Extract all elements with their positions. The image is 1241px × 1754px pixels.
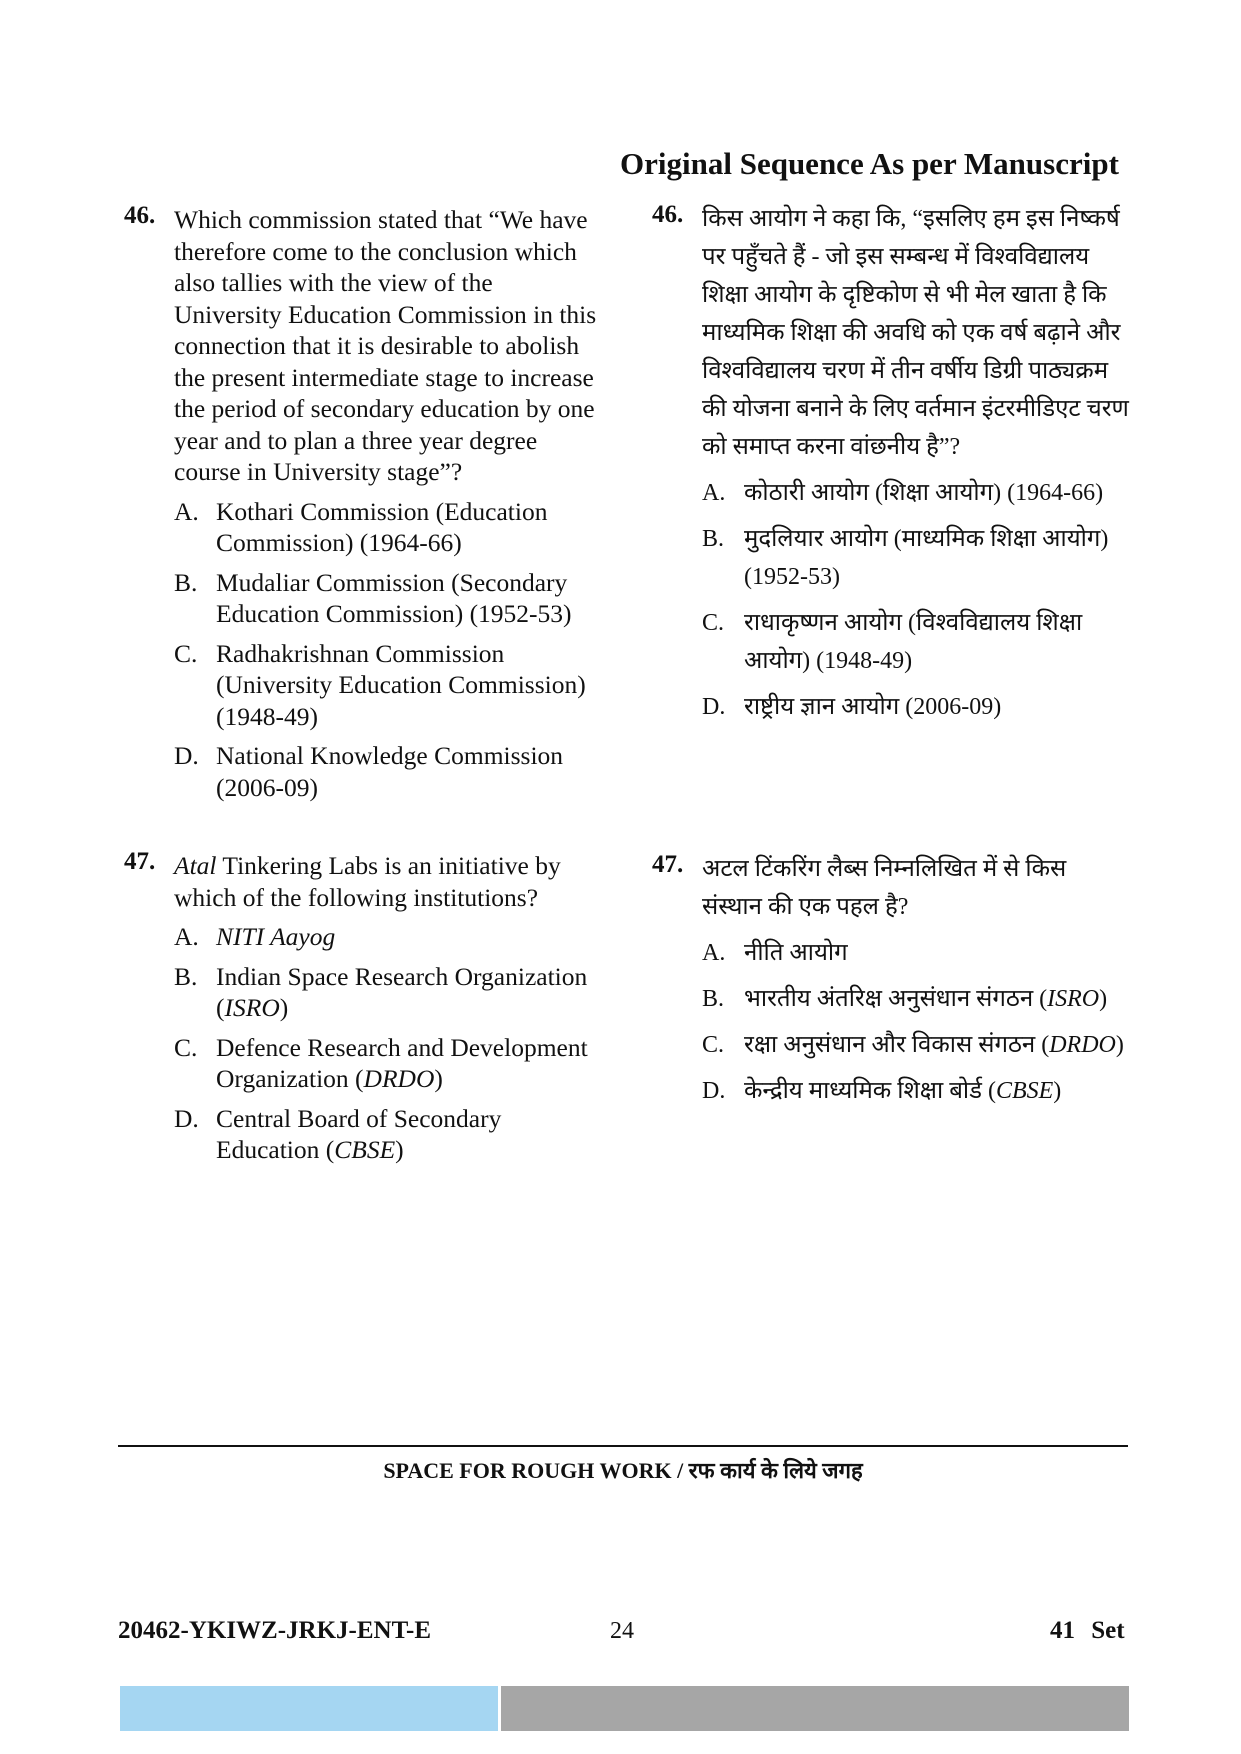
option-b: B. मुदलियार आयोग (माध्यमिक शिक्षा आयोग) (1952-53)	[702, 526, 1109, 590]
option-d: D. राष्ट्रीय ज्ञान आयोग (2006-09)	[702, 694, 1002, 720]
footer-code: 20462-YKIWZ-JRKJ-ENT-E	[118, 1617, 431, 1644]
question-text: Which commission stated that “We have therefore come to the conclusion which also tallies with the view of the University Education Commission in this connection that it is desirable to abolish the present intermediate stage to increase the period of secondary education by one year and to plan a three year degree course in University stage”?	[174, 205, 597, 486]
question-number: 46.	[652, 201, 684, 228]
question-46-hi	[652, 200, 1132, 734]
question-number: 46.	[124, 202, 156, 229]
option-a: A. Kothari Commission (Education Commission) (1964-66)	[174, 496, 548, 557]
question-47-en	[124, 850, 604, 1174]
option-c: C. राधाकृष्णन आयोग (विश्वविद्यालय शिक्षा आयोग) (1948-49)	[702, 610, 1083, 674]
divider-line	[118, 1445, 1128, 1447]
option-a: A. नीति आयोग	[702, 940, 848, 966]
question-text: अटल टिंकरिंग लैब्स निम्नलिखित में से किस संस्थान की एक पहल है?	[702, 856, 1067, 920]
option-c: C. रक्षा अनुसंधान और विकास संगठन (DRDO)	[702, 1032, 1124, 1058]
option-b: B. Mudaliar Commission (Secondary Education Commission) (1952-53)	[174, 567, 572, 628]
option-a: A. कोठारी आयोग (शिक्षा आयोग) (1964-66)	[702, 480, 1104, 506]
option-c: C. Radhakrishnan Commission (University Education Commission) (1948-49)	[174, 638, 586, 731]
question-47-hi	[652, 850, 1132, 1118]
option-d: D. Central Board of Secondary Education (CBSE)	[174, 1103, 502, 1164]
options-list	[174, 921, 604, 1166]
footer-bar-blue	[120, 1686, 498, 1731]
question-text: Atal Tinkering Labs is an initiative by which of the following institutions?	[174, 851, 561, 912]
set-label: 41 Set	[1050, 1617, 1125, 1644]
question-text: किस आयोग ने कहा कि, “इसलिए हम इस निष्कर्ष पर पहुँचते हैं - जो इस सम्बन्ध में विश्वविद्यालय शिक्षा आयोग के दृष्टिकोण से भी मेल खाता है कि माध्यमिक शिक्षा की अवधि को एक वर्ष बढ़ाने और विश्वविद्यालय चरण में तीन वर्षीय डिग्री पाठ्यक्रम की योजना बनाने के लिए वर्तमान इंटरमीडिएट चरण को समाप्त करना वांछनीय है”?	[702, 206, 1129, 460]
options-list	[702, 474, 1132, 726]
option-b: B. भारतीय अंतरिक्ष अनुसंधान संगठन (ISRO)	[702, 986, 1108, 1012]
options-list	[702, 934, 1132, 1110]
rough-work-label: SPACE FOR ROUGH WORK / रफ कार्य के लिये जगह	[383, 1458, 863, 1483]
question-number: 47.	[652, 851, 684, 878]
page-number: 24	[610, 1618, 634, 1644]
question-number: 47.	[124, 848, 156, 875]
page-header: Original Sequence As per Manuscript	[620, 146, 1119, 181]
option-c: C. Defence Research and Development Organization (DRDO)	[174, 1032, 588, 1093]
option-b: B. Indian Space Research Organization (ISRO)	[174, 961, 588, 1022]
option-d: D. National Knowledge Commission (2006-09)	[174, 741, 564, 802]
options-list	[174, 496, 604, 804]
footer-bar-gray	[501, 1686, 1129, 1731]
question-46-en	[124, 204, 604, 811]
option-d: D. केन्द्रीय माध्यमिक शिक्षा बोर्ड (CBSE)	[702, 1078, 1062, 1104]
option-a: A. NITI Aayog	[174, 922, 336, 951]
